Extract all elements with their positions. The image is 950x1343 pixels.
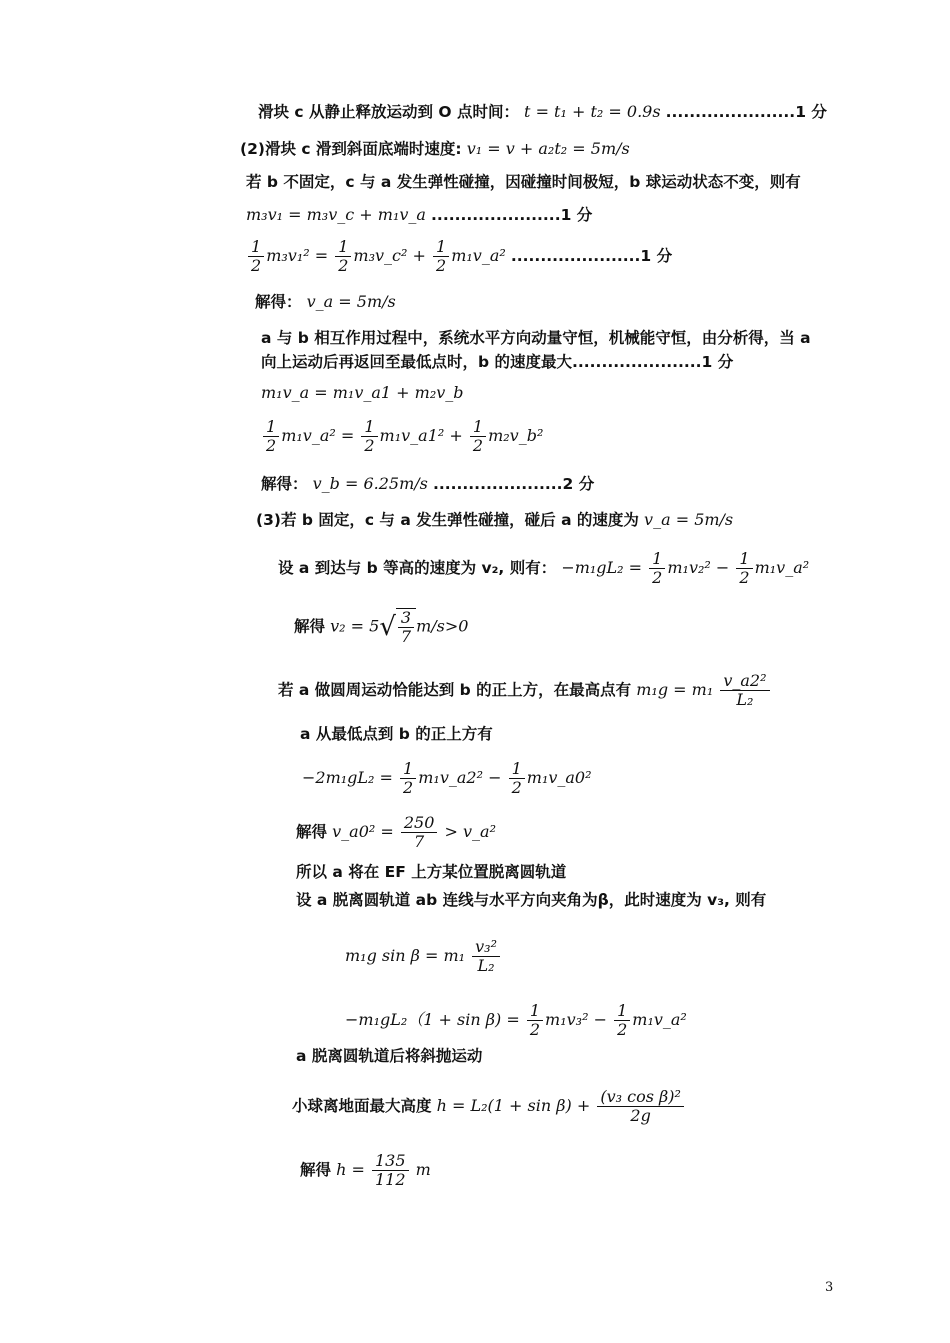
- line-energy-beta: −m₁gL₂（1 + sin β) = $\frac{1}{2}$ m₁v₃² − $\frac{1}{2}$ m₁v_a²: [345, 1001, 687, 1039]
- line-solve-h: 解得 h = $\frac{135}{112}$ m: [300, 1151, 431, 1189]
- line-time: 滑块 c 从静止释放运动到 O 点时间： t = t₁ + t₂ = 0.9s ......................1 分: [258, 102, 827, 121]
- fraction-half: $\frac{1}{2}$: [433, 238, 449, 275]
- square-root: √ $\frac{3}{7}$: [379, 608, 416, 646]
- line-centripetal-beta: m₁g sin β = m₁ $\frac{\text{v₃²}}{\text{L₂}}$: [345, 938, 502, 975]
- fraction-half: $\frac{1}{2}$: [527, 1002, 543, 1039]
- line-energy-ab: $\frac{1}{2}$ m₁v_a² = $\frac{1}{2}$ m₁v_a1² + $\frac{1}{2}$ m₂v_b²: [261, 418, 543, 455]
- line-momentum-eq: m₃v₁ = m₃v_c + m₁v_a ......................1 分: [246, 205, 593, 224]
- fraction-half: $\frac{1}{2}$: [248, 238, 264, 275]
- line-energy-va0: −2m₁gL₂ = $\frac{1}{2}$ m₁v_a2² − $\frac{1}{2}$ m₁v_a0²: [302, 759, 592, 797]
- line-lowest-to-top: a 从最低点到 b 的正上方有: [300, 725, 493, 743]
- line-circular-top: 若 a 做圆周运动恰能达到 b 的正上方，在最高点有 m₁g = m₁ $\frac{\text{v\_a2²}}{\text{L₂}}$: [278, 672, 772, 709]
- fraction-half: $\frac{1}{2}$: [736, 550, 752, 587]
- fraction-half: $\frac{1}{2}$: [649, 550, 665, 587]
- line-solve-va0: 解得 v_a0² = $\frac{250}{7}$ > v_a²: [296, 813, 496, 851]
- line-angle-beta: 设 a 脱离圆轨道 ab 连线与水平方向夹角为β，此时速度为 v₃, 则有: [296, 891, 767, 909]
- line-part3-condition: (3)若 b 固定，c 与 a 发生弹性碰撞，碰后 a 的速度为 v_a = 5m/s: [256, 510, 734, 529]
- fraction-250-7: $\frac{250}{7}$: [401, 814, 438, 851]
- line-momentum-ab: m₁v_a = m₁v_a1 + m₂v_b: [261, 383, 464, 402]
- line-solve-v2: 解得 v₂ = 5√ $\frac{3}{7}$ m/s>0: [294, 608, 469, 646]
- page-number: 3: [825, 1280, 834, 1295]
- fraction-half: $\frac{1}{2}$: [400, 760, 416, 797]
- fraction-135-112: $\frac{135}{112}$: [372, 1152, 409, 1189]
- fraction-half: $\frac{1}{2}$: [361, 418, 377, 455]
- line-analysis-1: a 与 b 相互作用过程中，系统水平方向动量守恒，机械能守恒，由分析得，当 a: [261, 329, 811, 347]
- line-part2-velocity: (2)滑块 c 滑到斜面底端时速度: v₁ = v + a₂t₂ = 5m/s: [240, 139, 630, 158]
- line-solve-vb: 解得： v_b = 6.25m/s ......................2 分: [261, 474, 595, 493]
- fraction-half: $\frac{1}{2}$: [335, 238, 351, 275]
- fraction-half: $\frac{1}{2}$: [470, 418, 486, 455]
- line-max-height: 小球离地面最大高度 h = L₂(1 + sin β) + $\frac{\text{(v₃ cos β)²}}{2g}$: [292, 1088, 686, 1125]
- line-leave-track: 所以 a 将在 EF 上方某位置脱离圆轨道: [296, 863, 567, 881]
- fraction-half: $\frac{1}{2}$: [263, 418, 279, 455]
- fraction-v3-over-l2: $\frac{\text{v₃²}}{\text{L₂}}$: [472, 938, 500, 975]
- line-analysis-2: 向上运动后再返回至最低点时，b 的速度最大......................1 分: [261, 353, 734, 371]
- fraction-height-term: $\frac{\text{(v₃ cos β)²}}{2g}$: [597, 1088, 684, 1125]
- line-energy-eq: $\frac{1}{2}$ m₃v₁² = $\frac{1}{2}$ m₃v_c² + $\frac{1}{2}$ m₁v_a² ......................1 分: [246, 238, 672, 275]
- line-projectile: a 脱离圆轨道后将斜抛运动: [296, 1047, 483, 1065]
- line-condition-b-free: 若 b 不固定，c 与 a 发生弹性碰撞，因碰撞时间极短，b 球运动状态不变，则有: [246, 173, 801, 191]
- line-solve-va: 解得： v_a = 5m/s: [255, 292, 396, 311]
- fraction-va2-over-l2: $\frac{\text{v\_a2²}}{\text{L₂}}$: [720, 672, 769, 709]
- fraction-half: $\frac{1}{2}$: [509, 760, 525, 797]
- line-v2-equation: 设 a 到达与 b 等高的速度为 v₂, 则有： −m₁gL₂ = $\frac{1}{2}$ m₁v₂² − $\frac{1}{2}$ m₁v_a²: [278, 549, 810, 587]
- fraction-half: $\frac{1}{2}$: [614, 1002, 630, 1039]
